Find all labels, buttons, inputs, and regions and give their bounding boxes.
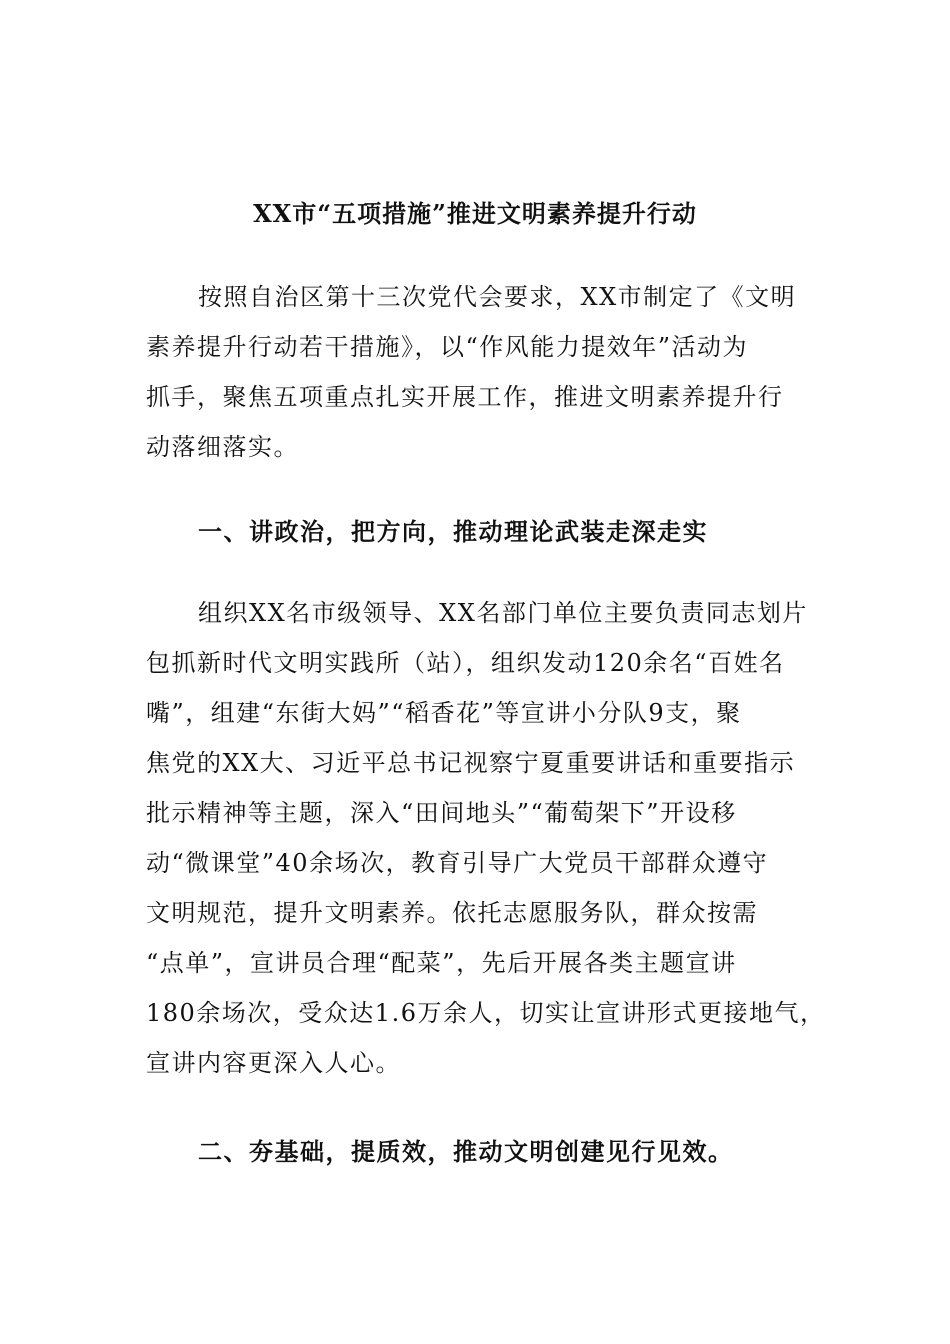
- paragraph-line: 动“微课堂”40余场次，教育引导广大党员干部群众遵守: [146, 849, 769, 877]
- paragraph-line: 包抓新时代文明实践所（站），组织发动120余名“百姓名: [146, 649, 785, 677]
- paragraph-line: “点单”，宣讲员合理“配菜”，先后开展各类主题宣讲: [146, 949, 737, 977]
- paragraph-line: 组织XX名市级领导、XX名部门单位主要负责同志划片: [198, 599, 808, 627]
- paragraph-line: 按照自治区第十三次党代会要求，XX市制定了《文明: [198, 283, 797, 311]
- paragraph-line: 批示精神等主题，深入“田间地头”“葡萄架下”开设移: [146, 799, 737, 827]
- paragraph-line: 焦党的XX大、习近平总书记视察宁夏重要讲话和重要指示: [146, 749, 796, 777]
- section-heading-2: 二、夯基础，提质效，推动文明创建见行见效。: [198, 1137, 734, 1166]
- paragraph-line: 180余场次，受众达1.6万余人，切实让宣讲形式更接地气，: [146, 999, 826, 1027]
- paragraph-line: 抓手，聚焦五项重点扎实开展工作，推进文明素养提升行: [146, 383, 784, 411]
- intro-paragraph: [146, 272, 816, 472]
- paragraph-line: 动落细落实。: [146, 433, 299, 461]
- section1-paragraph: [146, 588, 826, 1088]
- paragraph-line: 嘴”，组建“东街大妈”“稻香花”等宣讲小分队9支，聚: [146, 699, 742, 727]
- paragraph-line: 文明规范，提升文明素养。依托志愿服务队，群众按需: [146, 899, 758, 927]
- document-title: XX市“五项措施”推进文明素养提升行动: [253, 199, 697, 228]
- section-heading-1: 一、讲政治，把方向，推动理论武装走深走实: [198, 517, 708, 546]
- paragraph-line: 素养提升行动若干措施》，以“作风能力提效年”活动为: [146, 333, 749, 361]
- paragraph-line: 宣讲内容更深入人心。: [146, 1049, 401, 1077]
